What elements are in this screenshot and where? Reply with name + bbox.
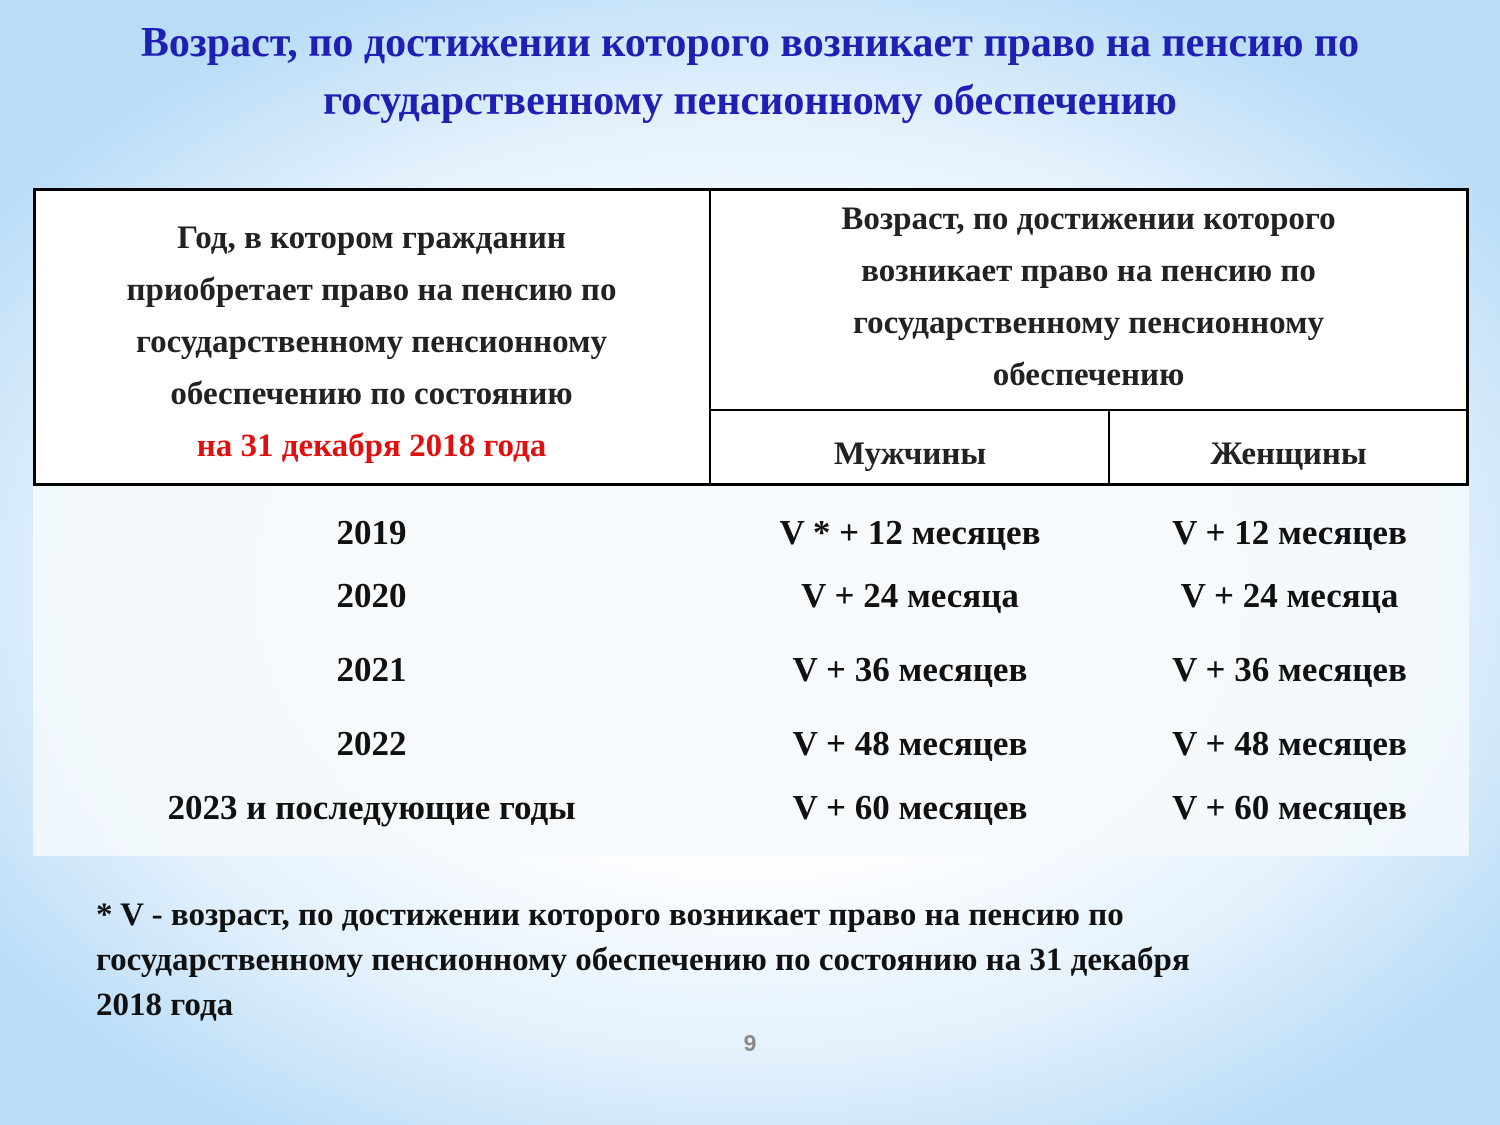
row-women-age: V + 48 месяцев <box>1172 724 1407 763</box>
header-year-cell <box>33 208 710 476</box>
header-divider-sub-horizontal <box>709 409 1469 411</box>
header-age-line-1: Возраст, по достижении которого <box>841 201 1336 237</box>
row-year: 2021 <box>336 650 407 689</box>
header-age-line-3: государственному пенсионному <box>852 305 1324 341</box>
header-women-cell <box>1110 428 1467 480</box>
header-age-cell <box>710 191 1467 403</box>
footnote <box>96 893 1396 1028</box>
row-men-age: V + 60 месяцев <box>792 788 1028 827</box>
header-year-highlight: на 31 декабря 2018 года <box>196 428 547 464</box>
table-body <box>33 486 1469 856</box>
table-header <box>33 188 1469 486</box>
footnote-line-2: государственному пенсионному обеспечению по состоянию на 31 декабря <box>96 942 1190 978</box>
header-men-cell <box>710 428 1110 480</box>
row-year: 2020 <box>336 576 407 615</box>
row-women-age: V + 24 месяца <box>1180 576 1399 615</box>
header-year-line-3: государственному пенсионному <box>135 324 607 360</box>
row-year: 2019 <box>336 513 407 552</box>
row-women-age: V + 60 месяцев <box>1172 788 1407 827</box>
header-men-label: Мужчины <box>833 436 987 472</box>
page-number: 9 <box>743 1030 757 1056</box>
slide-title-line-1: Возраст, по достижении которого возникает право на пенсию по <box>140 20 1360 66</box>
row-men-age: V + 24 месяца <box>801 576 1019 615</box>
row-men-age: V * + 12 месяцев <box>779 513 1041 552</box>
row-women-age: V + 12 месяцев <box>1172 513 1407 552</box>
row-year: 2022 <box>336 724 407 763</box>
header-age-line-2: возникает право на пенсию по <box>861 253 1316 289</box>
pension-age-table <box>33 188 1469 856</box>
footnote-line-1: * V - возраст, по достижении которого возникает право на пенсию по <box>96 897 1124 933</box>
row-men-age: V + 36 месяцев <box>792 650 1028 689</box>
header-women-label: Женщины <box>1210 436 1367 472</box>
header-year-line-2: приобретает право на пенсию по <box>126 272 617 308</box>
header-year-line-1: Год, в котором гражданин <box>177 220 566 256</box>
header-age-line-4: обеспечению <box>992 357 1185 393</box>
row-men-age: V + 48 месяцев <box>792 724 1028 763</box>
row-year: 2023 и последующие годы <box>167 788 576 827</box>
footnote-line-3: 2018 года <box>96 987 234 1023</box>
slide-title-line-2: государственному пенсионному обеспечению <box>323 78 1177 124</box>
slide-title <box>0 14 1500 130</box>
header-year-line-4: обеспечению по состоянию <box>170 376 573 412</box>
row-women-age: V + 36 месяцев <box>1172 650 1407 689</box>
